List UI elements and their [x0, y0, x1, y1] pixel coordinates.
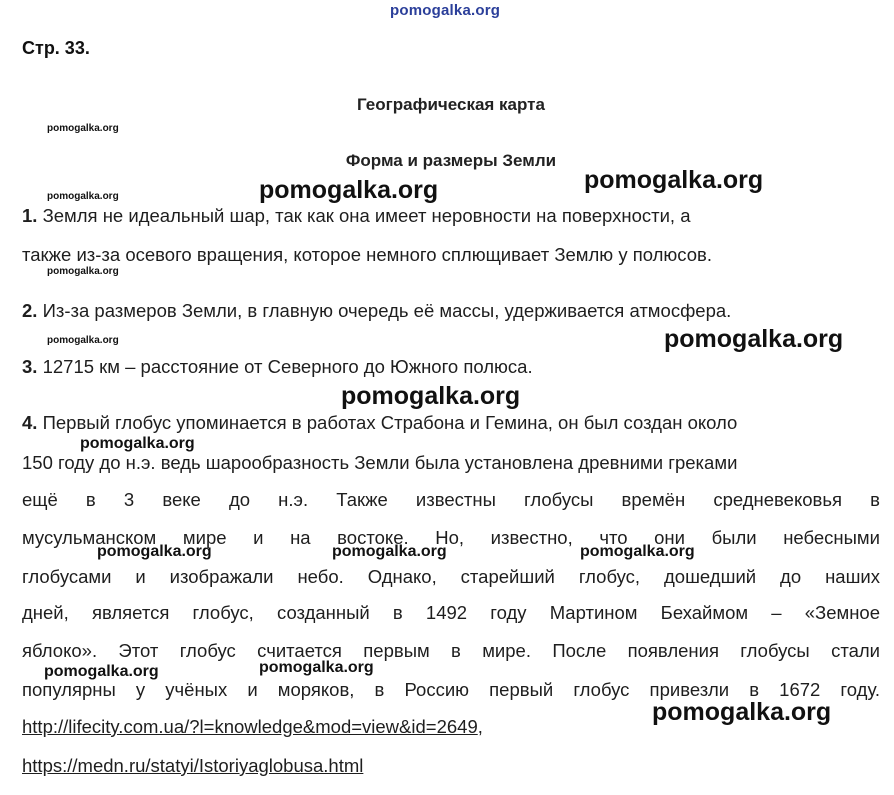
answer-4-number: 4.: [22, 412, 38, 433]
answer-4-text-5: глобусами и изображали небо. Однако, старейший глобус, дошедший до наших: [22, 566, 880, 587]
watermark-large: pomogalka.org: [664, 325, 844, 353]
watermark-large: pomogalka.org: [652, 698, 832, 726]
watermark-medium: pomogalka.org: [580, 543, 695, 560]
answer-1-text-1: Земля не идеальный шар, так как она имеет неровности на поверхности, а: [42, 205, 691, 226]
answer-3-text-1: 12715 км – расстояние от Северного до Южного полюса.: [42, 356, 533, 377]
answer-4-text-4: мусульманском мире и на востоке. Но, известно, что они были небесными: [22, 527, 880, 548]
watermark-large: pomogalka.org: [259, 176, 439, 204]
source-link-1[interactable]: http://lifecity.com.ua/?l=knowledge&mod=view&id=2649: [22, 716, 478, 737]
answer-4-text-8: популярны у учёных и моряков, в Россию первый глобус привезли в 1672 году.: [22, 679, 880, 700]
answer-2-text-1: Из-за размеров Земли, в главную очередь её массы, удерживается атмосфера.: [42, 300, 732, 321]
watermark-small: pomogalka.org: [47, 266, 119, 277]
watermark-large: pomogalka.org: [584, 166, 764, 194]
watermark-medium: pomogalka.org: [332, 543, 447, 560]
section-subtitle: Форма и размеры Земли: [345, 151, 557, 170]
source-link-2[interactable]: https://medn.ru/statyi/Istoriyaglobusa.html: [22, 755, 364, 776]
answer-1-line-1: [22, 205, 691, 227]
page-number: Стр. 33.: [22, 38, 90, 58]
answer-4-text-6: дней, является глобус, созданный в 1492 году Мартином Бехаймом – «Земное: [22, 602, 880, 623]
watermark-small: pomogalka.org: [47, 335, 119, 346]
source-link-1-comma: ,: [477, 716, 483, 737]
watermark-small: pomogalka.org: [47, 123, 119, 134]
answer-4-text-7: яблоко». Этот глобус считается первым в мире. После появления глобусы стали: [22, 640, 880, 661]
watermark-medium: pomogalka.org: [97, 543, 212, 560]
answer-4-text-3: ещё в 3 веке до н.э. Также известны глобусы времён средневековья в: [22, 489, 880, 510]
watermark-small: pomogalka.org: [47, 191, 119, 202]
source-link-1-row: [22, 716, 483, 738]
answer-4-line-1: [22, 412, 737, 434]
top-watermark: pomogalka.org: [390, 2, 501, 19]
answer-4-text-1: Первый глобус упоминается в работах Страбона и Гемина, он был создан около: [42, 412, 738, 433]
answer-2-number: 2.: [22, 300, 38, 321]
watermark-medium: pomogalka.org: [80, 435, 195, 452]
answer-4-text-2: 150 году до н.э. ведь шарообразность Земли была установлена древними греками: [22, 452, 738, 473]
watermark-medium: pomogalka.org: [44, 663, 159, 680]
answer-3-line-1: [22, 356, 533, 378]
watermark-medium: pomogalka.org: [259, 659, 374, 676]
page-title: Географическая карта: [357, 95, 545, 114]
answer-1-text-2: также из-за осевого вращения, которое немного сплющивает Землю у полюсов.: [22, 244, 713, 265]
watermark-large: pomogalka.org: [341, 382, 521, 410]
answer-2-line-1: [22, 300, 731, 322]
answer-3-number: 3.: [22, 356, 38, 377]
answer-1-number: 1.: [22, 205, 38, 226]
